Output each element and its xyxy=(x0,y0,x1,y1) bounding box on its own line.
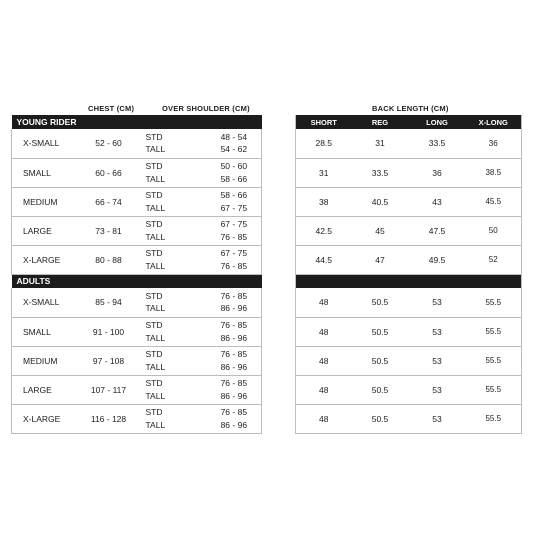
table-row xyxy=(296,317,522,346)
over-shoulder-values xyxy=(196,288,262,317)
fit-std-label: STD xyxy=(145,219,163,229)
fit-labels xyxy=(138,317,196,346)
over-shoulder-std: 50 - 60 xyxy=(220,161,248,171)
chest-value: 107 - 117 xyxy=(80,375,138,404)
table-row xyxy=(12,404,262,433)
section-header xyxy=(12,115,262,129)
table-row xyxy=(12,317,262,346)
back-length-value: 47 xyxy=(352,245,409,274)
over-shoulder-std: 58 - 66 xyxy=(220,190,248,200)
back-length-header: BACK LENGTH (CM) xyxy=(372,104,449,113)
fit-tall-label: TALL xyxy=(145,173,166,184)
table-row xyxy=(12,346,262,375)
table-row xyxy=(12,216,262,245)
over-shoulder-values xyxy=(196,245,262,274)
back-length-column-label xyxy=(409,274,466,288)
fit-std-label: STD xyxy=(145,349,163,359)
size-table xyxy=(11,115,262,434)
back-length-value: 28.5 xyxy=(296,129,352,158)
back-length-value: 50.5 xyxy=(352,288,409,317)
chest-value: 85 - 94 xyxy=(80,288,138,317)
back-length-value: 48 xyxy=(296,346,352,375)
fit-labels xyxy=(138,288,196,317)
size-label: MEDIUM xyxy=(12,187,80,216)
chest-value: 66 - 74 xyxy=(80,187,138,216)
chest-header: CHEST (CM) xyxy=(88,104,135,113)
size-label: LARGE xyxy=(12,375,80,404)
size-label: SMALL xyxy=(12,158,80,187)
fit-tall-label: TALL xyxy=(145,144,166,155)
back-length-value: 55.5 xyxy=(466,288,522,317)
over-shoulder-values xyxy=(196,375,262,404)
back-length-value: 36 xyxy=(409,158,466,187)
over-shoulder-std: 76 - 85 xyxy=(220,320,248,330)
table-row xyxy=(12,187,262,216)
back-length-value: 55.5 xyxy=(466,375,522,404)
chest-value: 91 - 100 xyxy=(80,317,138,346)
back-length-column-label xyxy=(466,274,522,288)
back-length-value: 50.5 xyxy=(352,317,409,346)
back-length-value: 43 xyxy=(409,187,466,216)
over-shoulder-values xyxy=(196,158,262,187)
back-length-column-label: X-LONG xyxy=(466,115,522,129)
table-row xyxy=(296,187,522,216)
chest-value: 52 - 60 xyxy=(80,129,138,158)
back-length-value: 48 xyxy=(296,288,352,317)
table-row xyxy=(12,158,262,187)
fit-std-label: STD xyxy=(145,407,163,417)
back-length-value: 50.5 xyxy=(352,375,409,404)
over-shoulder-tall: 86 - 96 xyxy=(220,390,248,401)
back-length-value: 55.5 xyxy=(466,317,522,346)
back-length-value: 33.5 xyxy=(352,158,409,187)
table-row xyxy=(296,346,522,375)
over-shoulder-tall: 86 - 96 xyxy=(220,419,248,430)
back-length-value: 31 xyxy=(296,158,352,187)
over-shoulder-tall: 76 - 85 xyxy=(220,260,248,271)
back-length-value: 50.5 xyxy=(352,346,409,375)
over-shoulder-std: 48 - 54 xyxy=(220,131,248,142)
back-length-value: 36 xyxy=(466,129,522,158)
fit-tall-label: TALL xyxy=(145,231,166,242)
fit-labels xyxy=(138,404,196,433)
fit-std-label: STD xyxy=(145,320,163,330)
over-shoulder-std: 76 - 85 xyxy=(220,378,248,388)
back-length-value: 49.5 xyxy=(409,245,466,274)
back-length-value: 40.5 xyxy=(352,187,409,216)
fit-labels xyxy=(138,187,196,216)
over-shoulder-values xyxy=(196,187,262,216)
section-header xyxy=(12,274,262,288)
size-label: X-LARGE xyxy=(12,404,80,433)
fit-tall-label: TALL xyxy=(145,303,166,314)
back-length-value: 47.5 xyxy=(409,216,466,245)
back-length-column-header xyxy=(296,274,522,288)
back-length-table xyxy=(295,115,522,434)
back-length-value: 53 xyxy=(409,404,466,433)
size-label: SMALL xyxy=(12,317,80,346)
back-length-column-label xyxy=(296,274,352,288)
section-title: ADULTS xyxy=(12,274,262,288)
back-length-value: 38.5 xyxy=(466,158,522,187)
back-length-column-header xyxy=(296,115,522,129)
fit-labels xyxy=(138,129,196,158)
over-shoulder-header: OVER SHOULDER (CM) xyxy=(162,104,250,113)
back-length-column-label: LONG xyxy=(409,115,466,129)
back-length-value: 38 xyxy=(296,187,352,216)
table-row xyxy=(296,245,522,274)
over-shoulder-values xyxy=(196,317,262,346)
over-shoulder-std: 76 - 85 xyxy=(220,290,248,301)
fit-std-label: STD xyxy=(145,131,163,142)
over-shoulder-tall: 86 - 96 xyxy=(220,303,248,314)
fit-tall-label: TALL xyxy=(145,202,166,213)
back-length-value: 42.5 xyxy=(296,216,352,245)
size-label: X-SMALL xyxy=(12,288,80,317)
table-row xyxy=(12,245,262,274)
fit-tall-label: TALL xyxy=(145,390,166,401)
back-length-value: 31 xyxy=(352,129,409,158)
back-length-value: 48 xyxy=(296,317,352,346)
table-row xyxy=(296,158,522,187)
table-row xyxy=(296,216,522,245)
fit-labels xyxy=(138,158,196,187)
over-shoulder-values xyxy=(196,404,262,433)
fit-tall-label: TALL xyxy=(145,419,166,430)
size-label: X-SMALL xyxy=(12,129,80,158)
over-shoulder-tall: 76 - 85 xyxy=(220,231,248,242)
table-row xyxy=(296,288,522,317)
section-title: YOUNG RIDER xyxy=(12,115,262,129)
fit-tall-label: TALL xyxy=(145,260,166,271)
table-row xyxy=(12,288,262,317)
over-shoulder-std: 67 - 75 xyxy=(220,248,248,258)
back-length-value: 44.5 xyxy=(296,245,352,274)
size-label: MEDIUM xyxy=(12,346,80,375)
table-row xyxy=(12,375,262,404)
size-label: X-LARGE xyxy=(12,245,80,274)
over-shoulder-values xyxy=(196,346,262,375)
over-shoulder-tall: 86 - 96 xyxy=(220,332,248,343)
back-length-value: 53 xyxy=(409,375,466,404)
back-length-column-label: REG xyxy=(352,115,409,129)
chest-value: 73 - 81 xyxy=(80,216,138,245)
fit-tall-label: TALL xyxy=(145,361,166,372)
table-row xyxy=(296,375,522,404)
chest-value: 80 - 88 xyxy=(80,245,138,274)
fit-std-label: STD xyxy=(145,378,163,388)
chest-value: 97 - 108 xyxy=(80,346,138,375)
over-shoulder-std: 76 - 85 xyxy=(220,407,248,417)
back-length-value: 55.5 xyxy=(466,404,522,433)
back-length-value: 50.5 xyxy=(352,404,409,433)
over-shoulder-tall: 86 - 96 xyxy=(220,361,248,372)
back-length-value: 48 xyxy=(296,404,352,433)
back-length-value: 50 xyxy=(466,216,522,245)
fit-tall-label: TALL xyxy=(145,332,166,343)
back-length-value: 53 xyxy=(409,317,466,346)
fit-std-label: STD xyxy=(145,248,163,258)
table-row xyxy=(12,129,262,158)
back-length-value: 33.5 xyxy=(409,129,466,158)
fit-std-label: STD xyxy=(145,290,163,301)
fit-labels xyxy=(138,245,196,274)
over-shoulder-std: 76 - 85 xyxy=(220,349,248,359)
over-shoulder-values xyxy=(196,216,262,245)
size-label: LARGE xyxy=(12,216,80,245)
chest-value: 60 - 66 xyxy=(80,158,138,187)
chest-value: 116 - 128 xyxy=(80,404,138,433)
fit-labels xyxy=(138,375,196,404)
back-length-value: 45 xyxy=(352,216,409,245)
back-length-value: 55.5 xyxy=(466,346,522,375)
over-shoulder-tall: 67 - 75 xyxy=(220,202,248,213)
fit-labels xyxy=(138,346,196,375)
fit-std-label: STD xyxy=(145,190,163,200)
over-shoulder-values xyxy=(196,129,262,158)
fit-labels xyxy=(138,216,196,245)
back-length-value: 48 xyxy=(296,375,352,404)
back-length-value: 52 xyxy=(466,245,522,274)
fit-std-label: STD xyxy=(145,161,163,171)
back-length-value: 45.5 xyxy=(466,187,522,216)
back-length-column-label: SHORT xyxy=(296,115,352,129)
back-length-column-label xyxy=(352,274,409,288)
over-shoulder-std: 67 - 75 xyxy=(220,219,248,229)
back-length-value: 53 xyxy=(409,346,466,375)
table-row xyxy=(296,404,522,433)
over-shoulder-tall: 58 - 66 xyxy=(220,173,248,184)
table-row xyxy=(296,129,522,158)
back-length-value: 53 xyxy=(409,288,466,317)
over-shoulder-tall: 54 - 62 xyxy=(220,144,248,155)
